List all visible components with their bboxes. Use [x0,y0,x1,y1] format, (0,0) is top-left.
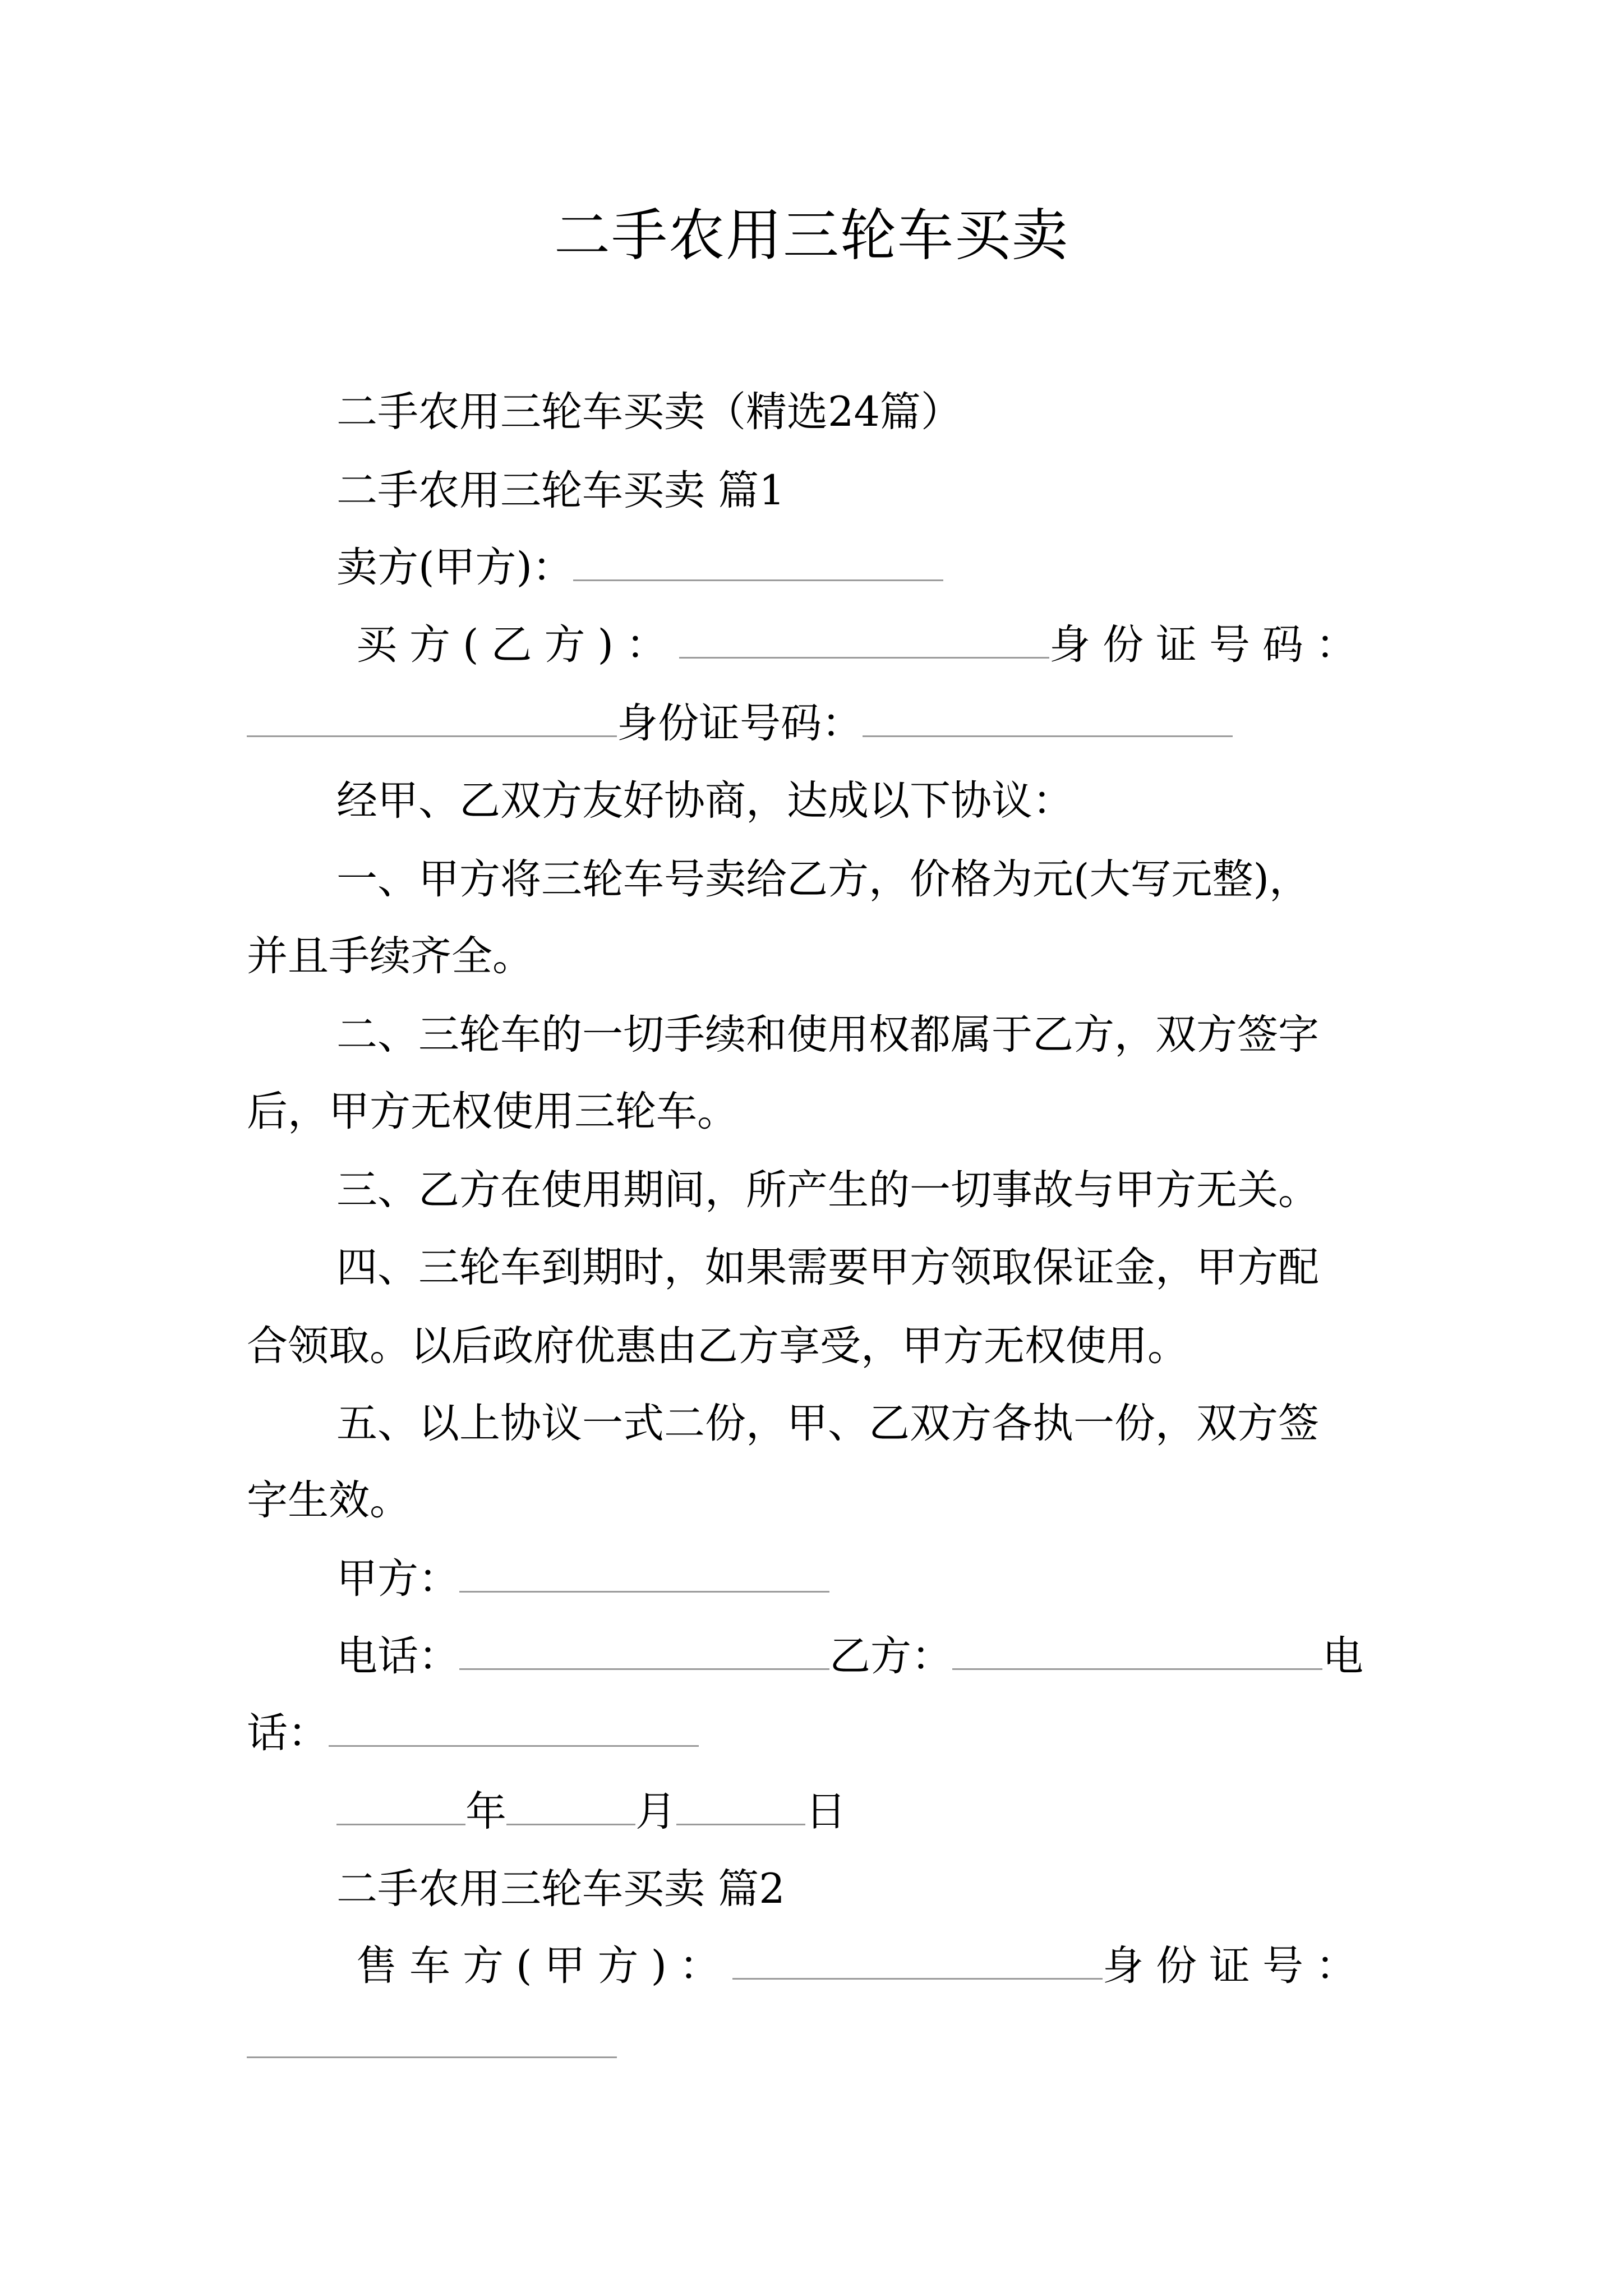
phone-blank-2 [329,1706,699,1747]
party-a-blank [459,1552,829,1593]
clause1-line-b: 并且手续齐全。 [247,932,533,980]
id-label-2: 身份证号码： [617,700,863,747]
seller-line [336,540,1475,596]
clause1-line-a: 一、甲方将三轮车号卖给乙方，价格为元(大写元整)， [336,855,1310,903]
clause5-line-a: 五、以上协议一式二份，甲、乙双方各执一份，双方签 [336,1400,1319,1447]
buyer-blank [679,618,1049,659]
phone-label-2b: 话： [247,1709,329,1757]
buyer-label: 买方(乙方)： [356,621,679,669]
year-label: 年 [465,1788,506,1835]
document-title: 二手农用三轮车买卖 [554,203,1069,268]
car-seller-label: 售车方(甲方)： [356,1942,732,1990]
party-b-blank [952,1629,1322,1670]
phone-label-1: 电话： [336,1632,459,1680]
id-line [247,696,1385,752]
phone-line-2 [247,1705,1385,1761]
car-seller-id-line [247,2017,1385,2073]
article1-heading: 二手农用三轮车买卖 篇1 [336,467,785,514]
year-blank [336,1784,465,1825]
phone-line-1 [336,1628,1475,1685]
month-label: 月 [635,1788,676,1835]
clause2-line-a: 二、三轮车的一切手续和使用权都属于乙方，双方签字 [336,1011,1319,1059]
article2-heading: 二手农用三轮车买卖 篇2 [336,1865,785,1913]
buyer-line [356,617,1495,673]
date-line [336,1784,1475,1840]
intro-line: 经甲、乙双方友好协商，达成以下协议： [336,777,1073,825]
day-label: 日 [805,1788,846,1835]
clause3-line: 三、乙方在使用期间，所产生的一切事故与甲方无关。 [336,1166,1319,1214]
id-blank-2 [863,696,1233,737]
id-label-1: 身份证号码： [1049,621,1369,669]
party-b-label: 乙方： [829,1632,952,1680]
day-blank [676,1784,805,1825]
clause4-line-a: 四、三轮车到期时，如果需要甲方领取保证金，甲方配 [336,1244,1319,1291]
clause4-line-b: 合领取。以后政府优惠由乙方享受，甲方无权使用。 [247,1322,1188,1370]
car-seller-line [356,1938,1495,1994]
car-seller-id-blank [247,2017,617,2058]
phone-blank-1 [459,1629,829,1670]
phone-label-2a: 电 [1322,1632,1363,1680]
seller-blank [573,540,943,581]
party-a-label: 甲方： [336,1555,459,1603]
seller-label: 卖方(甲方)： [336,544,573,591]
month-blank [506,1784,635,1825]
car-seller-id-label: 身份证号： [1102,1942,1369,1990]
id-blank-1 [247,696,617,737]
clause2-line-b: 后，甲方无权使用三轮车。 [247,1088,738,1135]
party-a-line [336,1551,1475,1607]
car-seller-blank [732,1939,1103,1980]
subtitle: 二手农用三轮车买卖（精选24篇） [336,388,962,436]
clause5-line-b: 字生效。 [247,1476,411,1524]
